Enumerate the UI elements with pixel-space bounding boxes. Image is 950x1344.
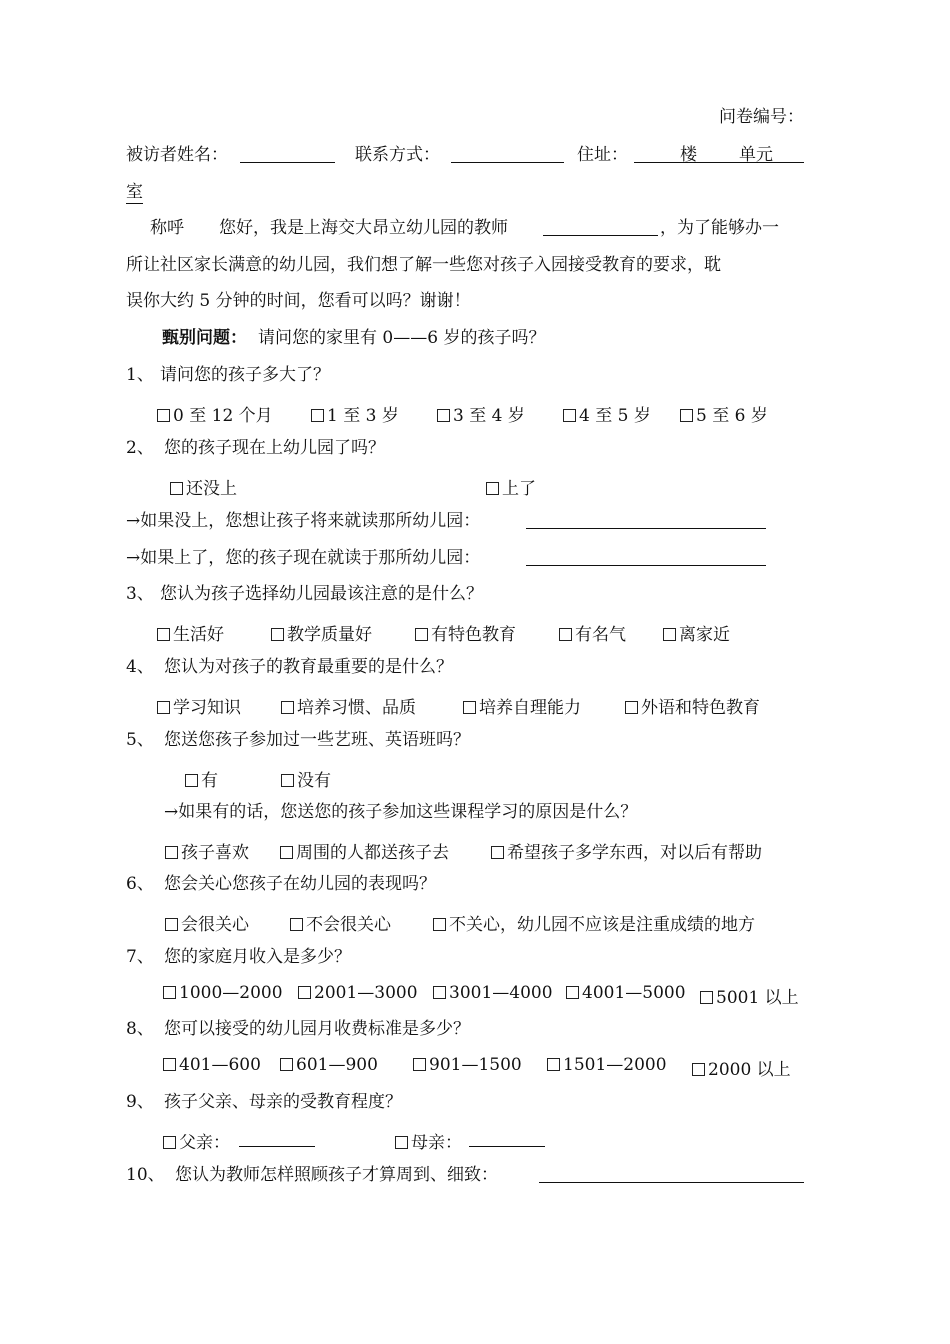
q3-option-2[interactable] (271, 620, 372, 645)
q3-option-5[interactable] (663, 620, 730, 645)
q3-option-1[interactable] (157, 620, 224, 645)
q10-number: 10、 (126, 1165, 165, 1185)
option-label: 4 至 5 岁 (579, 406, 651, 426)
address-label: 住址： (577, 145, 628, 165)
option-label: 会很关心 (181, 915, 249, 935)
q7-text: 您的家庭月收入是多少？ (164, 947, 351, 967)
q9-text: 孩子父亲、母亲的受教育程度？ (164, 1092, 402, 1112)
q6-option-3[interactable] (433, 910, 755, 935)
checkbox-icon (280, 846, 293, 859)
option-label: 没有 (297, 771, 331, 791)
screening-question: 请问您的家里有 0——6 岁的孩子吗？ (258, 328, 546, 348)
q3-number: 3、 (126, 584, 154, 604)
q8-number: 8、 (126, 1019, 154, 1039)
intro-line3: 误你大约 5 分钟的时间，您看可以吗？谢谢！ (126, 291, 471, 311)
q1-option-5[interactable] (680, 401, 768, 426)
q5-reason-1[interactable] (165, 838, 249, 863)
q7-number: 7、 (126, 947, 154, 967)
q9-father (163, 1128, 230, 1153)
q4-option-1[interactable] (157, 693, 241, 718)
checkbox-icon (692, 1063, 705, 1076)
option-label: 生活好 (173, 625, 224, 645)
option-label: 离家近 (679, 625, 730, 645)
option-label: 有名气 (575, 625, 626, 645)
unit-label: 单元 (739, 145, 773, 165)
intro-line1: 您好，我是上海交大昂立幼儿园的教师 (219, 218, 508, 238)
q7-option-2[interactable] (298, 983, 418, 1003)
option-label: 1501—2000 (563, 1055, 667, 1075)
option-label: 上了 (502, 479, 536, 499)
checkbox-icon (559, 628, 572, 641)
mother-education-field[interactable] (469, 1128, 545, 1147)
option-label: 有 (201, 771, 218, 791)
q7-option-1[interactable] (163, 983, 283, 1003)
checkbox-icon (165, 846, 178, 859)
q3-text: 您认为孩子选择幼儿园最该注意的是什么？ (160, 584, 483, 604)
q2-follow-not-yet: →如果没上，您想让孩子将来就读那所幼儿园： (126, 511, 481, 531)
checkbox-icon (680, 409, 693, 422)
q8-option-1[interactable] (163, 1055, 261, 1075)
contact-field[interactable] (451, 144, 564, 163)
checkbox-icon (163, 1058, 176, 1071)
q1-option-4[interactable] (563, 401, 651, 426)
q3-option-3[interactable] (415, 620, 516, 645)
q9-mother (395, 1128, 462, 1153)
option-label: 孩子喜欢 (181, 843, 249, 863)
q8-option-2[interactable] (280, 1055, 378, 1075)
questionnaire-number-label: 问卷编号： (719, 107, 804, 127)
option-label: 2000 以上 (708, 1060, 791, 1080)
option-label: 401—600 (179, 1055, 261, 1075)
option-label: 0 至 12 个月 (173, 406, 273, 426)
q5-option-no[interactable] (281, 766, 331, 791)
q4-number: 4、 (126, 657, 154, 677)
q7-option-4[interactable] (566, 983, 686, 1003)
q4-option-4[interactable] (625, 693, 760, 718)
checkbox-icon (463, 701, 476, 714)
checkbox-icon (157, 409, 170, 422)
checkbox-icon (170, 482, 183, 495)
checkbox-icon (157, 628, 170, 641)
checkbox-icon (625, 701, 638, 714)
father-education-field[interactable] (239, 1128, 315, 1147)
q2-number: 2、 (126, 438, 154, 458)
q8-option-3[interactable] (413, 1055, 522, 1075)
q4-option-3[interactable] (463, 693, 581, 718)
option-label: 601—900 (296, 1055, 378, 1075)
q2-future-kindergarten-field[interactable] (526, 510, 766, 529)
q1-option-1[interactable] (157, 401, 273, 426)
q4-text: 您认为对孩子的教育最重要的是什么？ (164, 657, 453, 677)
q5-follow: →如果有的话，您送您的孩子参加这些课程学习的原因是什么？ (164, 802, 638, 822)
option-label: 希望孩子多学东西，对以后有帮助 (507, 843, 762, 863)
checkbox-icon (290, 918, 303, 931)
q7-option-3[interactable] (433, 983, 553, 1003)
building-label: 楼 (680, 145, 697, 165)
checkbox-icon (413, 1058, 426, 1071)
option-label: 培养自理能力 (479, 698, 581, 718)
checkbox-icon (700, 991, 713, 1004)
q4-option-2[interactable] (281, 693, 416, 718)
option-label: 还没上 (186, 479, 237, 499)
q5-reason-2[interactable] (280, 838, 449, 863)
checkbox-icon (437, 409, 450, 422)
checkbox-icon (395, 1136, 408, 1149)
q10-text: 您认为教师怎样照顾孩子才算周到、细致： (175, 1165, 498, 1185)
q6-number: 6、 (126, 874, 154, 894)
checkbox-icon (491, 846, 504, 859)
room-label: 室 (126, 182, 143, 202)
q2-text: 您的孩子现在上幼儿园了吗？ (164, 438, 385, 458)
intro-line1-end: ，为了能够办一 (660, 218, 779, 238)
checkbox-icon (433, 918, 446, 931)
checkbox-icon (281, 701, 294, 714)
option-label: 4001—5000 (582, 983, 686, 1003)
q1-number: 1、 (126, 365, 154, 385)
checkbox-icon (663, 628, 676, 641)
q2-current-kindergarten-field[interactable] (526, 547, 766, 566)
q8-option-4[interactable] (547, 1055, 667, 1075)
checkbox-icon (271, 628, 284, 641)
option-label: 5001 以上 (716, 988, 799, 1008)
option-label: 3 至 4 岁 (453, 406, 525, 426)
checkbox-icon (566, 986, 579, 999)
q7-option-5[interactable] (700, 983, 799, 1008)
checkbox-icon (433, 986, 446, 999)
intro-line2: 所让社区家长满意的幼儿园，我们想了解一些您对孩子入园接受教育的要求，耽 (126, 255, 721, 275)
checkbox-icon (311, 409, 324, 422)
checkbox-icon (185, 774, 198, 787)
option-label: 父亲： (179, 1133, 230, 1153)
option-label: 学习知识 (173, 698, 241, 718)
q8-text: 您可以接受的幼儿园月收费标准是多少？ (164, 1019, 470, 1039)
q5-option-yes[interactable] (185, 766, 218, 791)
salutation: 称呼 (150, 218, 184, 238)
checkbox-icon (415, 628, 428, 641)
checkbox-icon (547, 1058, 560, 1071)
checkbox-icon (486, 482, 499, 495)
screening-label: 甄别问题： (162, 328, 247, 348)
q1-option-3[interactable] (437, 401, 525, 426)
option-label: 不关心，幼儿园不应该是注重成绩的地方 (449, 915, 755, 935)
q1-option-2[interactable] (311, 401, 399, 426)
contact-label: 联系方式： (355, 145, 440, 165)
q6-option-2[interactable] (290, 910, 391, 935)
q5-number: 5、 (126, 730, 154, 750)
q5-text: 您送您孩子参加过一些艺班、英语班吗？ (164, 730, 470, 750)
checkbox-icon (157, 701, 170, 714)
checkbox-icon (281, 774, 294, 787)
q5-reason-3[interactable] (491, 838, 762, 863)
option-label: 1000—2000 (179, 983, 283, 1003)
address-field[interactable] (634, 144, 804, 163)
option-label: 3001—4000 (449, 983, 553, 1003)
q2-option-2[interactable] (486, 474, 536, 499)
option-label: 教学质量好 (287, 625, 372, 645)
q8-option-5[interactable] (692, 1055, 791, 1080)
q3-option-4[interactable] (559, 620, 626, 645)
q1-text: 请问您的孩子多大了？ (160, 365, 330, 385)
option-label: 901—1500 (429, 1055, 522, 1075)
option-label: 外语和特色教育 (641, 698, 760, 718)
checkbox-icon (163, 1136, 176, 1149)
checkbox-icon (298, 986, 311, 999)
q10-answer-field[interactable] (539, 1164, 804, 1183)
option-label: 培养习惯、品质 (297, 698, 416, 718)
teacher-name-field[interactable] (543, 217, 658, 236)
q6-text: 您会关心您孩子在幼儿园的表现吗？ (164, 874, 436, 894)
option-label: 1 至 3 岁 (327, 406, 399, 426)
q2-option-1[interactable] (170, 474, 237, 499)
option-label: 周围的人都送孩子去 (296, 843, 449, 863)
q2-follow-enrolled: →如果上了，您的孩子现在就读于那所幼儿园： (126, 548, 481, 568)
checkbox-icon (563, 409, 576, 422)
option-label: 有特色教育 (431, 625, 516, 645)
option-label: 不会很关心 (306, 915, 391, 935)
option-label: 2001—3000 (314, 983, 418, 1003)
q9-number: 9、 (126, 1092, 154, 1112)
respondent-name-label: 被访者姓名： (126, 145, 228, 165)
checkbox-icon (163, 986, 176, 999)
option-label: 5 至 6 岁 (696, 406, 768, 426)
option-label: 母亲： (411, 1133, 462, 1153)
respondent-name-field[interactable] (240, 144, 335, 163)
q6-option-1[interactable] (165, 910, 249, 935)
checkbox-icon (165, 918, 178, 931)
checkbox-icon (280, 1058, 293, 1071)
